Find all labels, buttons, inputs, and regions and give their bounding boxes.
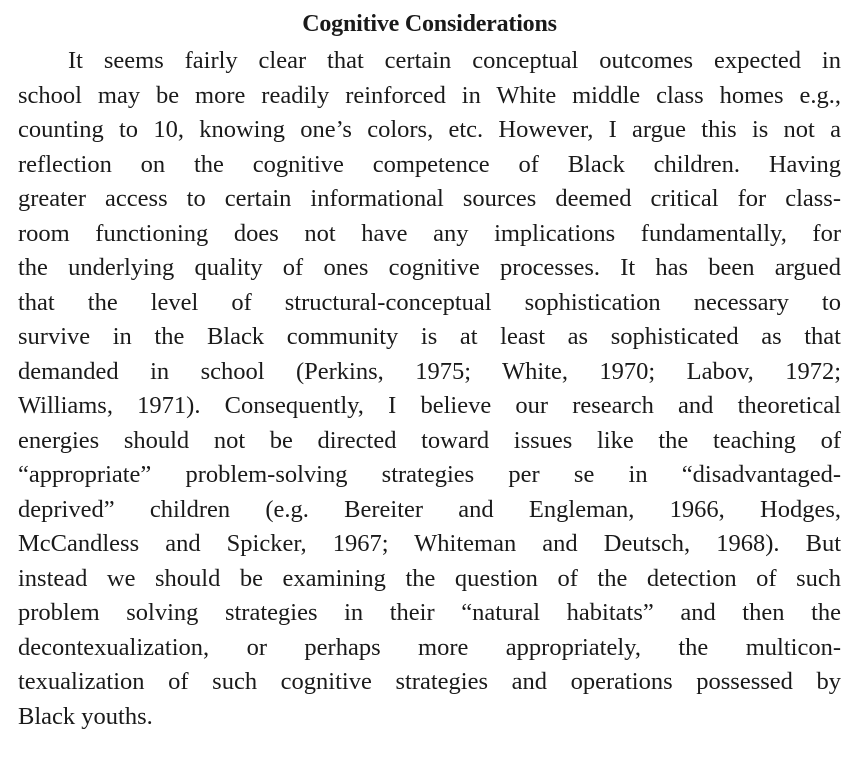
text-line: the underlying quality of ones cognitive processes. It has been argued [18, 254, 841, 281]
text-line: greater access to certain informational sources deemed critical for class- [18, 185, 841, 212]
text-line: It seems fairly clear that certain conceptual outcomes expected in [68, 47, 841, 74]
text-line: demanded in school (Perkins, 1975; White, 1970; Labov, 1972; [18, 357, 841, 385]
text-line: that the level of structural-conceptual sophistication necessary to [18, 288, 841, 316]
text-line: “appropriate” problem-solving strategies per se in “disadvantaged- [18, 461, 841, 488]
text-line: room functioning does not have any implications fundamentally, for [18, 219, 841, 247]
section-heading: Cognitive Considerations [302, 11, 557, 37]
text-line: school may be more readily reinforced in White middle class homes e.g., [18, 81, 841, 109]
text-line: McCandless and Spicker, 1967; Whiteman and Deutsch, 1968). But [18, 530, 841, 557]
text-line: reflection on the cognitive competence of Black children. Having [18, 150, 841, 178]
text-line: deprived” children (e.g. Bereiter and Engleman, 1966, Hodges, [18, 495, 841, 523]
body-paragraph [18, 44, 841, 734]
text-line: Williams, 1971). Consequently, I believe our research and theoretical [18, 392, 841, 419]
text-line: counting to 10, knowing one’s colors, etc. However, I argue this is not a [18, 116, 841, 143]
text-line: Black youths. [18, 702, 153, 730]
text-line: energies should not be directed toward issues like the teaching of [18, 426, 841, 454]
text-line: problem solving strategies in their “natural habitats” and then the [18, 599, 841, 626]
text-line: texualization of such cognitive strategies and operations possessed by [18, 668, 841, 695]
text-line: survive in the Black community is at least as sophisticated as that [18, 323, 841, 350]
text-line: instead we should be examining the question of the detection of such [18, 564, 841, 592]
text-line: decontexualization, or perhaps more appropriately, the multicon- [18, 633, 841, 661]
